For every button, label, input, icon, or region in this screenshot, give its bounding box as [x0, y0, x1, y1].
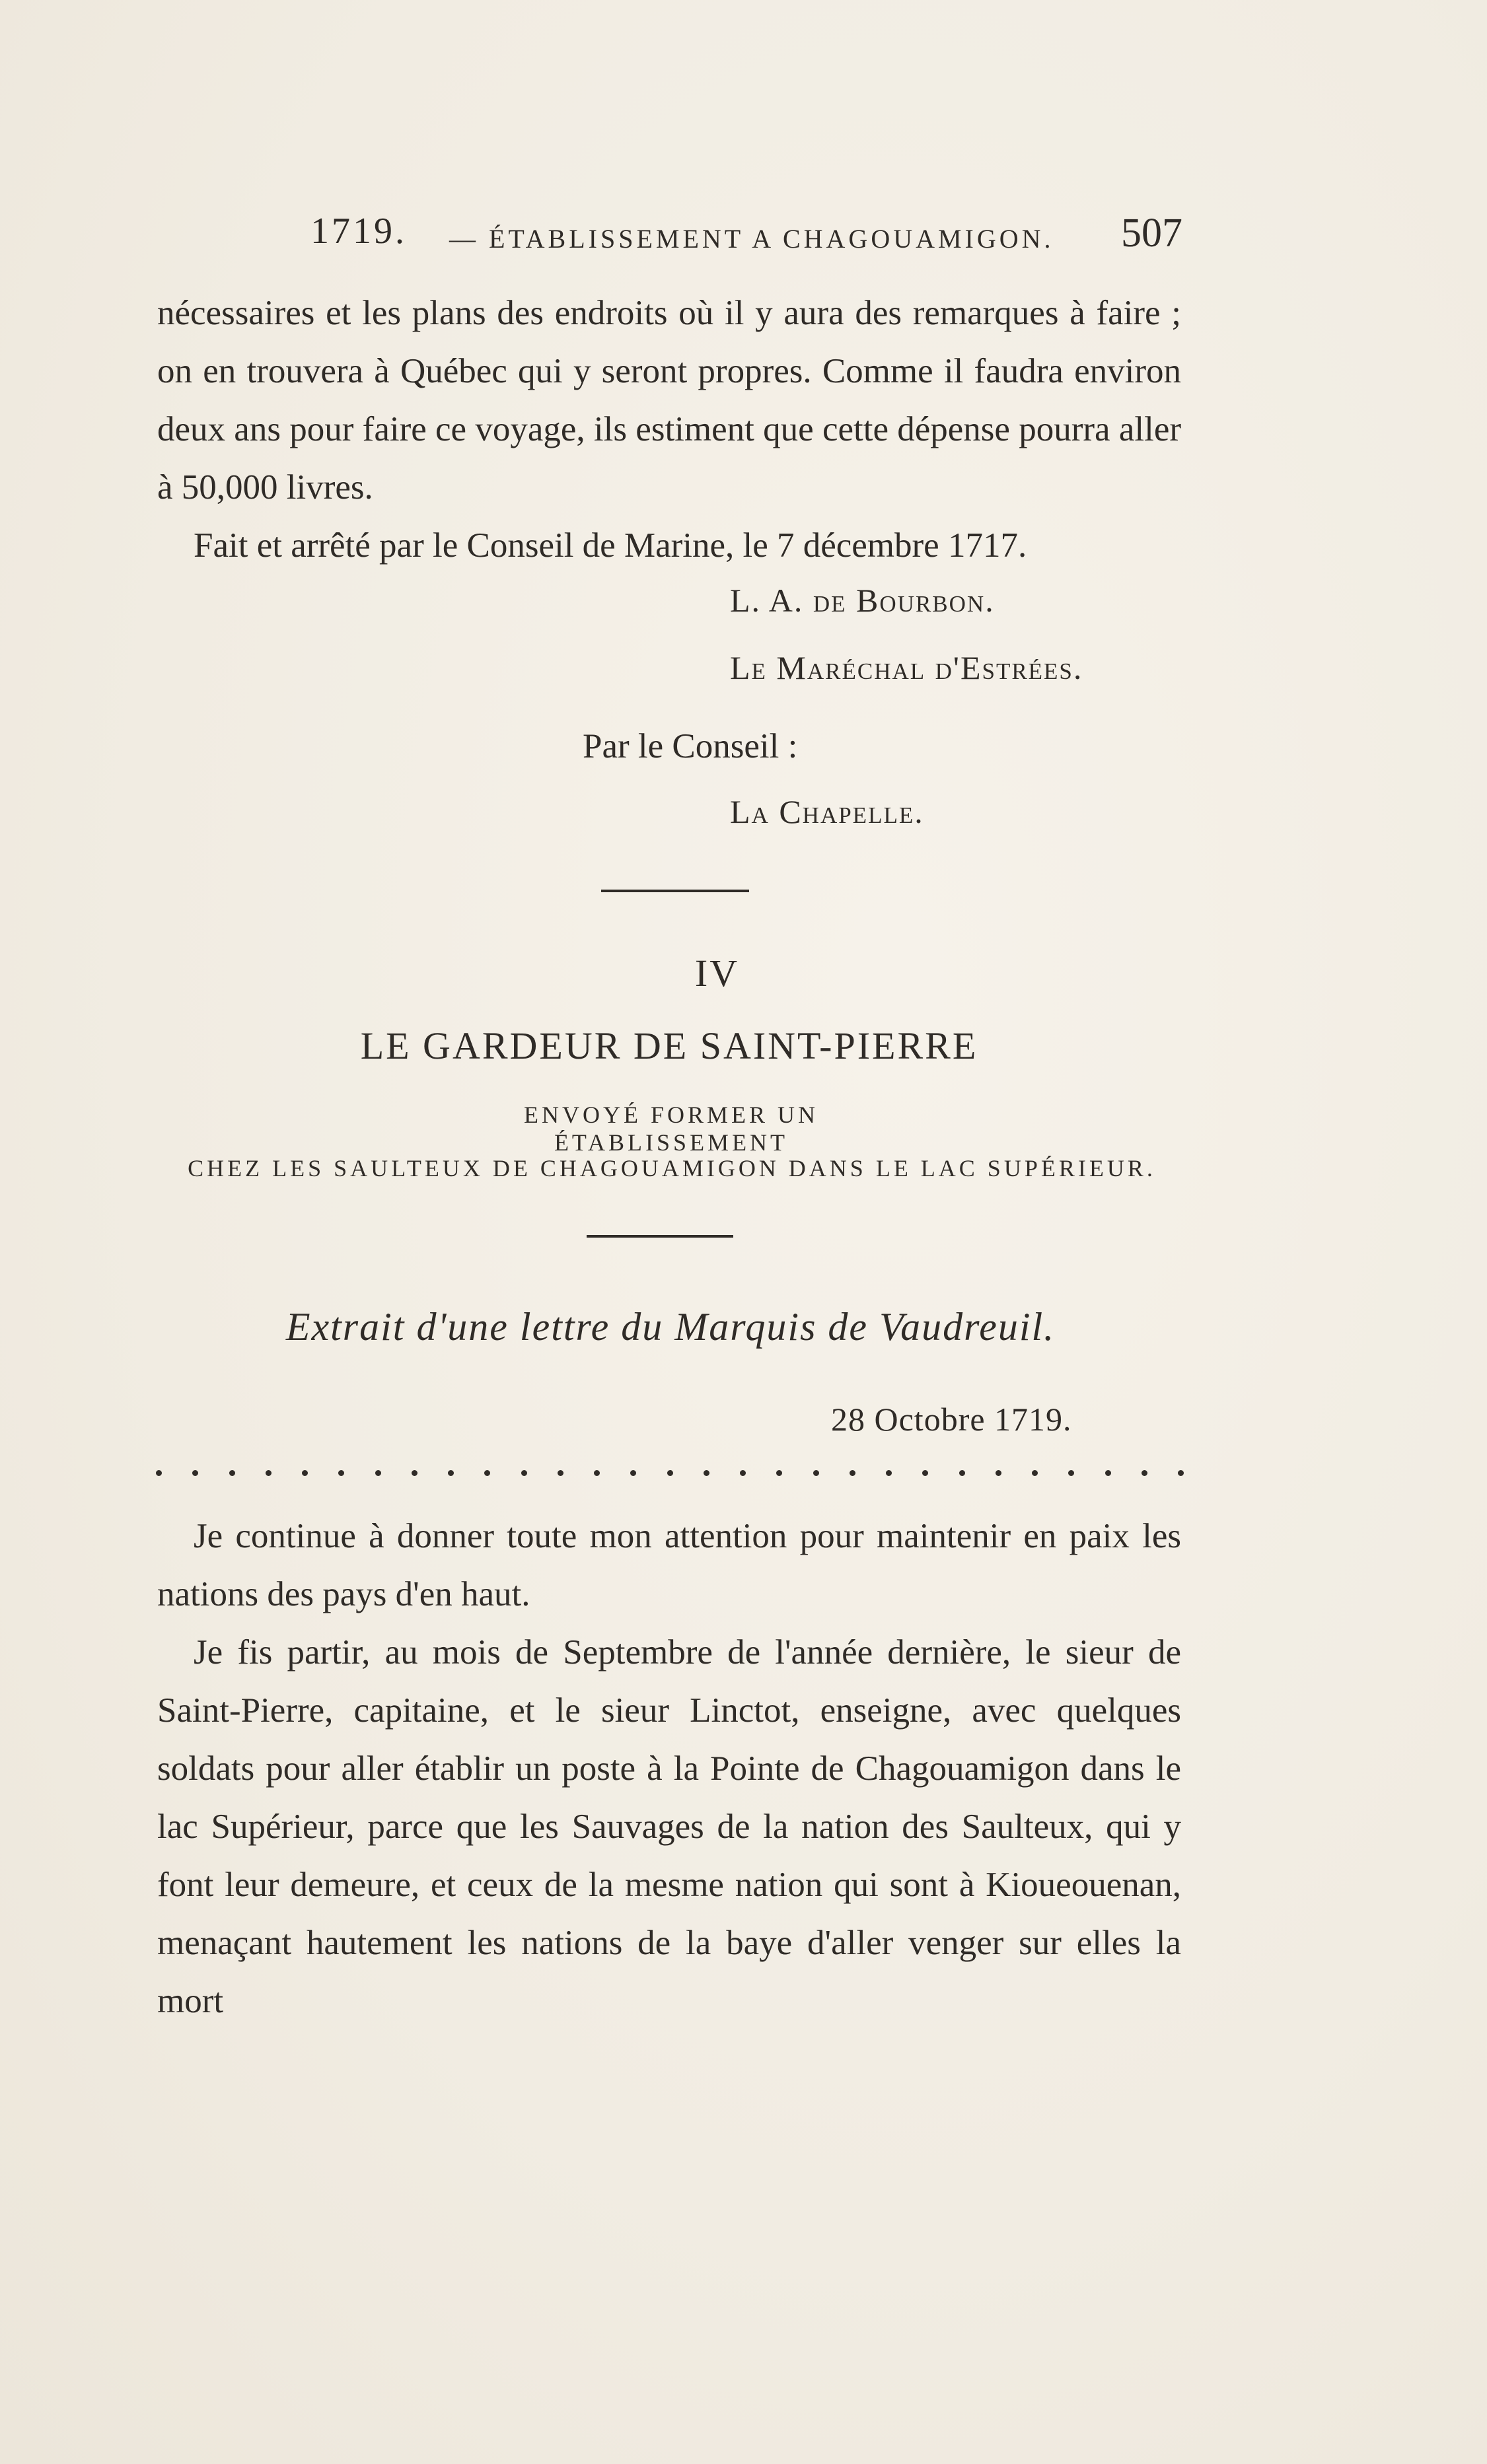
- ellipsis-dot: [338, 1470, 344, 1476]
- ellipsis-dot: [375, 1470, 381, 1476]
- section-number: [0, 951, 1487, 995]
- running-head-title: — ÉTABLISSEMENT A CHAGOUAMIGON.: [449, 224, 1054, 254]
- ellipsis-dot: [594, 1470, 600, 1476]
- opening-paragraph-1: nécessaires et les plans des endroits où il y aura des remarques à faire ; on en trouvera à Québec qui y seront propres. Comme il faudra environ deux ans pour faire ce voyage, ils estiment que cette dépense pourra aller à 50,000 livres.: [157, 294, 1181, 507]
- ellipsis-dot: [1105, 1470, 1111, 1476]
- extract-heading: Extrait d'une lettre du Marquis de Vaudreuil.: [285, 1305, 1056, 1349]
- ellipsis-dot: [156, 1470, 162, 1476]
- section-title: LE GARDEUR DE SAINT-PIERRE: [360, 1024, 978, 1067]
- ellipsis-dot: [266, 1470, 272, 1476]
- ellipsis-dot: [1178, 1470, 1184, 1476]
- ellipsis-dot: [776, 1470, 782, 1476]
- ellipsis-dot: [558, 1470, 563, 1476]
- opening-paragraph-2: Fait et arrêté par le Conseil de Marine, le 7 décembre 1717.: [194, 526, 1027, 565]
- ellipsis-dot: [412, 1470, 417, 1476]
- letter-text: [157, 1507, 1181, 2030]
- signature-estrees: Le Maréchal d'Estrées.: [730, 649, 1083, 686]
- ellipsis-dot: [740, 1470, 746, 1476]
- ellipsis-dot: [229, 1470, 235, 1476]
- ellipsis-dot: [484, 1470, 490, 1476]
- letter-paragraph-2: Je fis partir, au mois de Septembre de l'année dernière, le sieur de Saint-Pierre, capitaine, et le sieur Linctot, enseigne, avec quelques soldats pour aller établir un poste à la Pointe de Chagouamigon dans le lac Supérieur, parce que les Sauvages de la nation des Saulteux, qui y font leur demeure, et ceux de la mesme nation qui sont à Kioueouenan, menaçant hautement les nations de la baye d'aller venger sur elles la mort: [157, 1633, 1181, 2020]
- letter-paragraph-1: Je continue à donner toute mon attention pour maintenir en paix les nations des pays d'en haut.: [157, 1517, 1181, 1613]
- divider-rule: [601, 890, 749, 892]
- ellipsis-dot: [850, 1470, 855, 1476]
- par-le-conseil: Par le Conseil :: [583, 727, 798, 765]
- page-number: 507: [1121, 211, 1182, 256]
- section-subtitle-line-1: ENVOYÉ FORMER UN ÉTABLISSEMENT: [523, 1102, 818, 1156]
- section-number-text: IV: [694, 952, 740, 995]
- signature-chapelle: La Chapelle.: [730, 793, 924, 830]
- ellipsis-dot: [813, 1470, 819, 1476]
- ellipsis-dot: [667, 1470, 673, 1476]
- section-subtitle-line-2: CHEZ LES SAULTEUX DE CHAGOUAMIGON DANS LE LAC SUPÉRIEUR.: [188, 1155, 1156, 1181]
- ellipsis-dot: [886, 1470, 892, 1476]
- ellipsis-dot: [959, 1470, 965, 1476]
- ellipsis-dot: [996, 1470, 1001, 1476]
- running-head-year: 1719.: [310, 211, 407, 252]
- ellipsis-dot-leader: [156, 1460, 1184, 1486]
- ellipsis-dot: [192, 1470, 198, 1476]
- ellipsis-dot: [630, 1470, 636, 1476]
- opening-text: [157, 284, 1181, 575]
- ellipsis-dot: [1142, 1470, 1147, 1476]
- ellipsis-dot: [448, 1470, 454, 1476]
- ellipsis-dot: [922, 1470, 928, 1476]
- ellipsis-dot: [521, 1470, 527, 1476]
- ellipsis-dot: [302, 1470, 308, 1476]
- divider-rule: [587, 1235, 733, 1238]
- letter-date: 28 Octobre 1719.: [831, 1401, 1072, 1438]
- ellipsis-dot: [1068, 1470, 1074, 1476]
- ellipsis-dot: [704, 1470, 709, 1476]
- ellipsis-dot: [1032, 1470, 1038, 1476]
- running-head: [310, 210, 1182, 263]
- signature-bourbon: L. A. de Bourbon.: [730, 582, 995, 619]
